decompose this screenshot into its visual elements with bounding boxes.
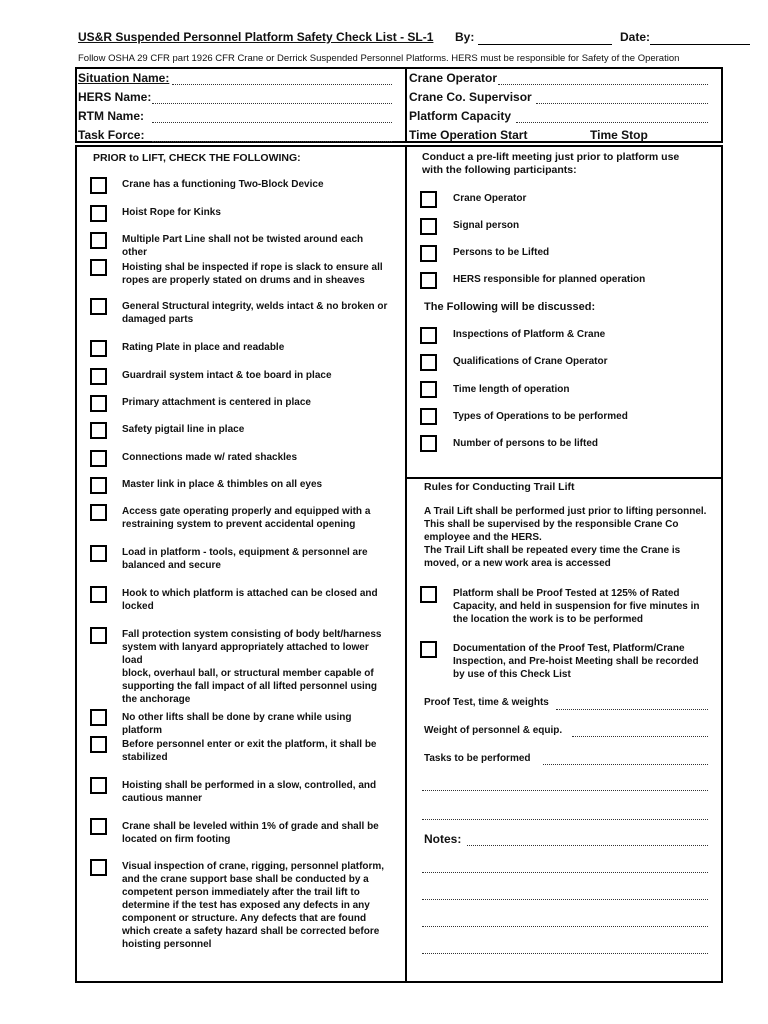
checkbox[interactable] xyxy=(90,368,107,385)
notes-line-5[interactable] xyxy=(422,953,708,954)
checkbox[interactable] xyxy=(420,354,437,371)
checkbox[interactable] xyxy=(420,272,437,289)
participant-label: Crane Operator xyxy=(453,193,527,204)
left-heading: PRIOR to LIFT, CHECK THE FOLLOWING: xyxy=(93,152,301,164)
trail-lift-divider xyxy=(405,477,723,479)
time-stop-label: Time Stop xyxy=(590,128,648,142)
crane-operator-label: Crane Operator xyxy=(409,71,498,85)
checkbox[interactable] xyxy=(90,736,107,753)
checkbox[interactable] xyxy=(90,818,107,835)
checklist-item-label: Hoist Rope for Kinks xyxy=(122,207,221,218)
crane-supervisor-field[interactable] xyxy=(536,103,708,104)
form-title: US&R Suspended Personnel Platform Safety Check List - SL-1 xyxy=(78,30,434,44)
platform-capacity-field[interactable] xyxy=(516,122,708,123)
proof-test-label: Proof Test, time & weights xyxy=(424,697,549,708)
checkbox[interactable] xyxy=(90,232,107,249)
checklist-item-label: Master link in place & thimbles on all eyes xyxy=(122,479,323,490)
platform-capacity-label: Platform Capacity xyxy=(409,109,512,123)
info-divider xyxy=(405,67,407,143)
documentation-rule: Documentation of the Proof Test, Platform/Crane Inspection, and Pre-hoist Meeting shall be recorded by use of this Check List xyxy=(453,643,699,680)
discussed-heading: The Following will be discussed: xyxy=(424,301,596,313)
checklist-item-label: Access gate operating properly and equipped with a restraining system to prevent accidental opening xyxy=(122,506,371,530)
trail-lift-heading: Rules for Conducting Trail Lift xyxy=(424,481,575,493)
crane-supervisor-label: Crane Co. Supervisor xyxy=(409,90,532,104)
checkbox[interactable] xyxy=(90,586,107,603)
checkbox[interactable] xyxy=(90,504,107,521)
hers-name-field[interactable] xyxy=(152,103,392,104)
checkbox[interactable] xyxy=(420,435,437,452)
proof-test-rule: Platform shall be Proof Tested at 125% of Rated Capacity, and held in suspension for five minutes in the location the work is to be performed xyxy=(453,588,700,625)
checklist-item-label: Visual inspection of crane, rigging, personnel platform, and the crane support base shall be conducted by a competent person immediately after the trail lift to determine if the test has exposed any defects in any component or structure. Any defects that are found which create a safety hazard shall be corrected before hoisting personnel xyxy=(122,861,385,950)
checkbox[interactable] xyxy=(420,218,437,235)
checkbox[interactable] xyxy=(90,545,107,562)
checkbox[interactable] xyxy=(420,586,437,603)
checklist-item-label: Hook to which platform is attached can be closed and locked xyxy=(122,588,378,612)
date-label: Date: xyxy=(620,30,651,44)
notes-label: Notes: xyxy=(424,832,462,846)
participant-label: Signal person xyxy=(453,220,520,231)
discussed-item-label: Time length of operation xyxy=(453,384,570,395)
checklist-item-label: Hoisting shal be inspected if rope is slack to ensure all ropes are properly stated on drums and in sheaves xyxy=(122,262,383,286)
checkbox[interactable] xyxy=(90,177,107,194)
tasks-label: Tasks to be performed xyxy=(424,753,531,764)
participant-label: Persons to be Lifted xyxy=(453,247,550,258)
situation-name-field[interactable] xyxy=(172,84,392,85)
checkbox[interactable] xyxy=(90,627,107,644)
notes-field[interactable] xyxy=(467,845,708,846)
checkbox[interactable] xyxy=(420,191,437,208)
checkbox[interactable] xyxy=(420,245,437,262)
checklist-item-label: General Structural integrity, welds intact & no broken or damaged parts xyxy=(122,301,388,325)
by-field[interactable] xyxy=(478,44,612,45)
checklist-item-label: Crane has a functioning Two-Block Device xyxy=(122,179,324,190)
checklist-item-label: Connections made w/ rated shackles xyxy=(122,452,298,463)
checklist-item-label: Primary attachment is centered in place xyxy=(122,397,311,408)
crane-operator-field[interactable] xyxy=(498,84,708,85)
rtm-name-label: RTM Name: xyxy=(78,109,145,123)
by-label: By: xyxy=(455,30,475,44)
checklist-item-label: Safety pigtail line in place xyxy=(122,424,245,435)
checkbox[interactable] xyxy=(90,298,107,315)
trail-lift-text: A Trail Lift shall be performed just prior to lifting personnel. This shall be supervised by the responsible Crane Co employee and the HERS. The Trail Lift shall be repeated every time the Crane is moved, or a new work area is accessed xyxy=(424,506,707,569)
checklist-item-label: Fall protection system consisting of body belt/harness system with lanyard appropriately attached to lower load block, overhaul ball, or structural member capable of supporting the fall impact of all lifted personnel using the anchorage xyxy=(122,629,382,705)
checkbox[interactable] xyxy=(90,859,107,876)
checklist-item-label: Before personnel enter or exit the platform, it shall be stabilized xyxy=(122,739,377,763)
date-field[interactable] xyxy=(650,44,750,45)
checkbox[interactable] xyxy=(90,422,107,439)
tasks-field[interactable] xyxy=(543,764,708,765)
discussed-item-label: Number of persons to be lifted xyxy=(453,438,599,449)
checkbox[interactable] xyxy=(90,259,107,276)
discussed-item-label: Qualifications of Crane Operator xyxy=(453,356,608,367)
task-force-label: Task Force: xyxy=(78,128,145,142)
checklist-divider xyxy=(405,145,407,983)
checkbox[interactable] xyxy=(90,395,107,412)
task-force-field[interactable] xyxy=(152,141,392,142)
checklist-item-label: Guardrail system intact & toe board in place xyxy=(122,370,332,381)
time-start-label: Time Operation Start xyxy=(409,128,528,142)
proof-test-field[interactable] xyxy=(556,709,708,710)
discussed-item-label: Inspections of Platform & Crane xyxy=(453,329,606,340)
checkbox[interactable] xyxy=(420,408,437,425)
prelift-heading: Conduct a pre-lift meeting just prior to platform use with the following participants: xyxy=(422,151,680,176)
checklist-item-label: Hoisting shall be performed in a slow, controlled, and cautious manner xyxy=(122,780,377,804)
notes-line-2[interactable] xyxy=(422,872,708,873)
checklist-item-label: Rating Plate in place and readable xyxy=(122,342,285,353)
checklist-item-label: Load in platform - tools, equipment & personnel are balanced and secure xyxy=(122,547,368,571)
tasks-line-3[interactable] xyxy=(422,819,708,820)
participant-label: HERS responsible for planned operation xyxy=(453,274,646,285)
weight-field[interactable] xyxy=(572,736,708,737)
checkbox[interactable] xyxy=(90,450,107,467)
discussed-item-label: Types of Operations to be performed xyxy=(453,411,628,422)
checkbox[interactable] xyxy=(90,777,107,794)
checkbox[interactable] xyxy=(90,340,107,357)
checkbox[interactable] xyxy=(420,381,437,398)
tasks-line-2[interactable] xyxy=(422,790,708,791)
rtm-name-field[interactable] xyxy=(152,122,392,123)
checklist-item-label: No other lifts shall be done by crane while using platform xyxy=(122,712,352,736)
hers-name-label: HERS Name: xyxy=(78,90,152,104)
checkbox[interactable] xyxy=(420,641,437,658)
situation-name-label: Situation Name: xyxy=(78,71,170,85)
checklist-item-label: Multiple Part Line shall not be twisted around each other xyxy=(122,234,364,258)
checkbox[interactable] xyxy=(90,477,107,494)
checkbox[interactable] xyxy=(420,327,437,344)
notes-line-4[interactable] xyxy=(422,926,708,927)
form-subtitle: Follow OSHA 29 CFR part 1926 CFR Crane or Derrick Suspended Personnel Platforms. HERS must be responsible for Safety of the Operation xyxy=(78,53,680,64)
notes-line-3[interactable] xyxy=(422,899,708,900)
checkbox[interactable] xyxy=(90,205,107,222)
checklist-item-label: Crane shall be leveled within 1% of grade and shall be located on firm footing xyxy=(122,821,379,845)
weight-label: Weight of personnel & equip. xyxy=(424,725,563,736)
checkbox[interactable] xyxy=(90,709,107,726)
